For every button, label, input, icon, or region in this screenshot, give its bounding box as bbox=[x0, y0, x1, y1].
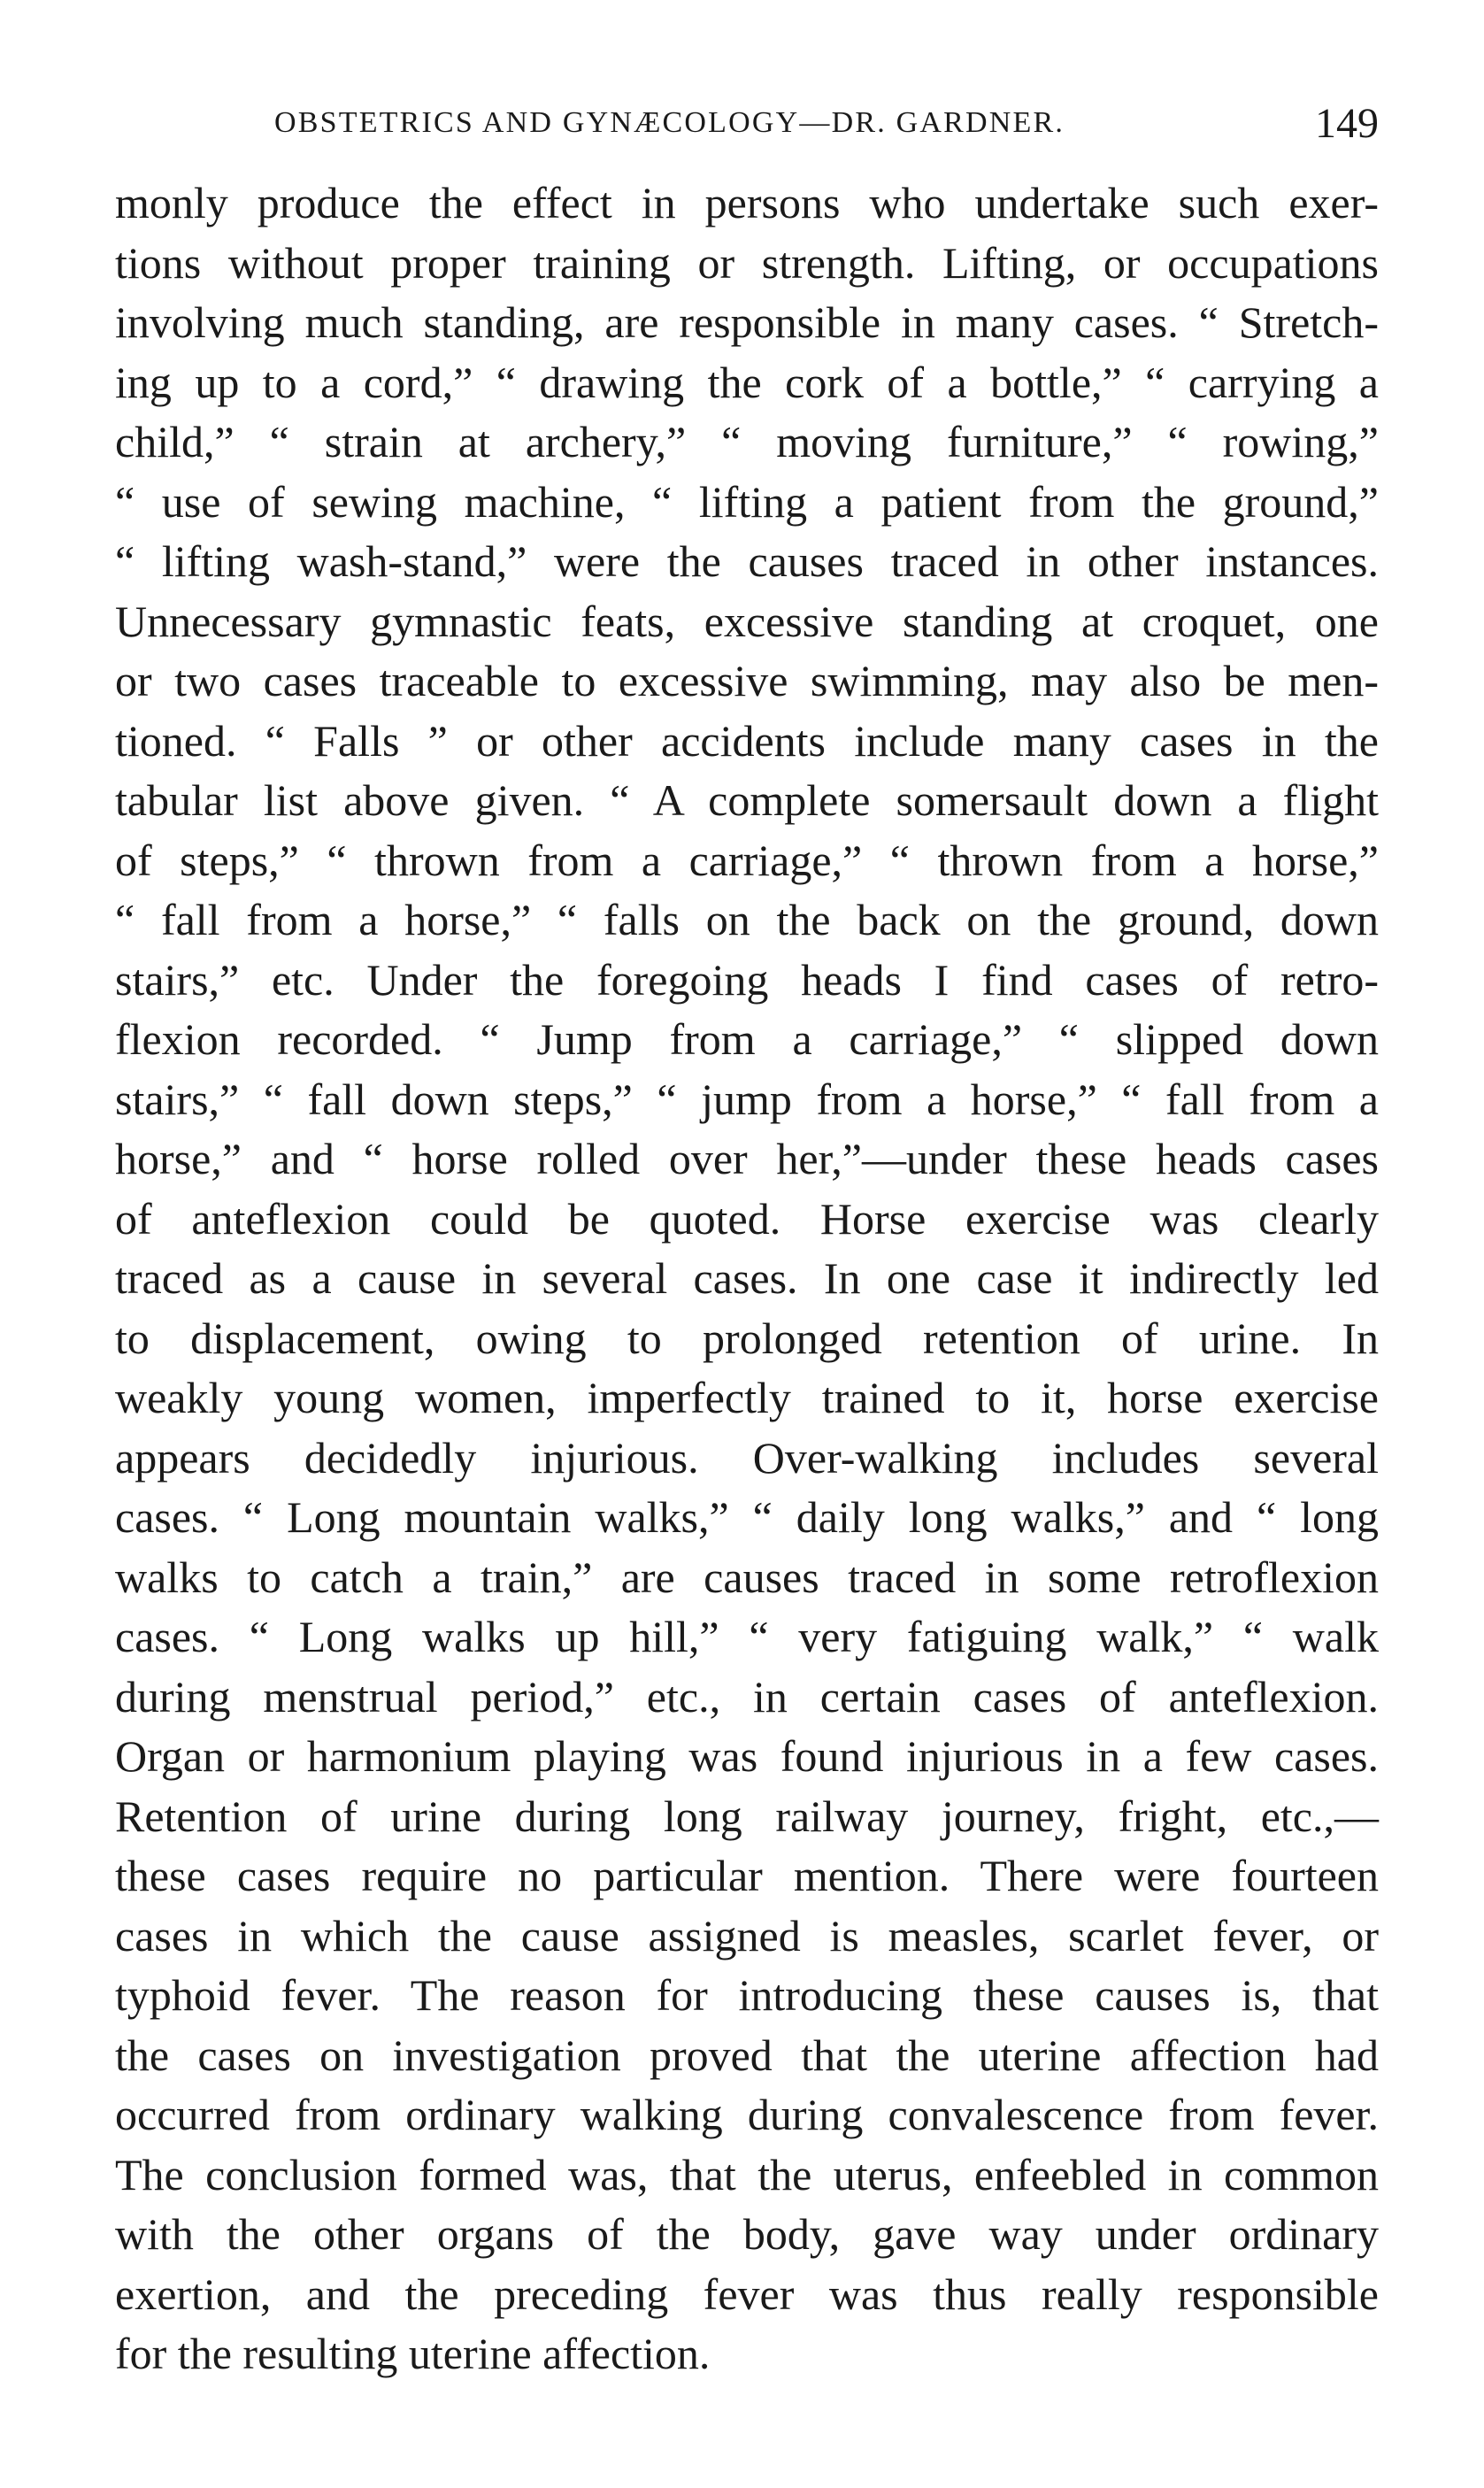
text-line: traced as a cause in several cases. In one case it indirectly led bbox=[115, 1253, 1379, 1303]
text-line: horse,” and “ horse rolled over her,”—under these heads cases bbox=[115, 1134, 1379, 1183]
running-title: OBSTETRICS AND GYNÆCOLOGY—DR. GARDNER. bbox=[274, 106, 1065, 139]
text-line: ing up to a cord,” “ drawing the cork of a bottle,” “ carrying a bbox=[115, 357, 1379, 407]
running-head bbox=[115, 99, 1379, 156]
text-line: walks to catch a train,” are causes traced in some retroflexion bbox=[115, 1552, 1379, 1602]
text-line: with the other organs of the body, gave way under ordinary bbox=[115, 2209, 1379, 2259]
text-line: of anteflexion could be quoted. Horse exercise was clearly bbox=[115, 1193, 1379, 1244]
text-line: Retention of urine during long railway journey, fright, etc.,— bbox=[115, 1791, 1379, 1841]
text-line: the cases on investigation proved that the uterine affection had bbox=[115, 2030, 1379, 2080]
text-line: stairs,” “ fall down steps,” “ jump from a horse,” “ fall from a bbox=[115, 1074, 1379, 1124]
text-line: during menstrual period,” etc., in certain cases of anteflexion. bbox=[115, 1671, 1379, 1722]
text-line: exertion, and the preceding fever was thus really responsible bbox=[115, 2268, 1379, 2319]
text-line: child,” “ strain at archery,” “ moving furniture,” “ rowing,” bbox=[115, 417, 1379, 466]
text-line: cases. “ Long mountain walks,” “ daily long walks,” and “ long bbox=[115, 1492, 1379, 1542]
text-line: or two cases traceable to excessive swimming, may also be men- bbox=[115, 656, 1379, 705]
text-line: cases. “ Long walks up hill,” “ very fatiguing walk,” “ walk bbox=[115, 1612, 1379, 1661]
text-line: “ fall from a horse,” “ falls on the back on the ground, down bbox=[115, 895, 1379, 944]
text-line: monly produce the effect in persons who undertake such exer- bbox=[115, 178, 1379, 227]
body-paragraph bbox=[115, 173, 1379, 2384]
text-line: Organ or harmonium playing was found injurious in a few cases. bbox=[115, 1731, 1379, 1781]
text-line: typhoid fever. The reason for introducing these causes is, that bbox=[115, 1970, 1379, 2020]
text-line: of steps,” “ thrown from a carriage,” “ thrown from a horse,” bbox=[115, 835, 1379, 885]
text-line: tions without proper training or strength. Lifting, or occupations bbox=[115, 237, 1379, 288]
text-line: tabular list above given. “ A complete somersault down a flight bbox=[115, 775, 1379, 825]
page-number: 149 bbox=[1315, 100, 1379, 147]
text-line-last: for the resulting uterine affection. bbox=[115, 2329, 711, 2378]
text-line: tioned. “ Falls ” or other accidents include many cases in the bbox=[115, 715, 1379, 766]
text-line: involving much standing, are responsible in many cases. “ Stretch- bbox=[115, 297, 1379, 347]
text-line: flexion recorded. “ Jump from a carriage,” “ slipped down bbox=[115, 1014, 1379, 1064]
text-line: weakly young women, imperfectly trained to it, horse exercise bbox=[115, 1373, 1379, 1422]
text-line: cases in which the cause assigned is measles, scarlet fever, or bbox=[115, 1910, 1379, 1960]
text-line: occurred from ordinary walking during convalescence from fever. bbox=[115, 2090, 1379, 2139]
text-line: stairs,” etc. Under the foregoing heads I find cases of retro- bbox=[115, 954, 1379, 1005]
text-line: to displacement, owing to prolonged retention of urine. In bbox=[115, 1313, 1379, 1363]
text-line: The conclusion formed was, that the uterus, enfeebled in common bbox=[115, 2149, 1379, 2199]
text-line: “ lifting wash-stand,” were the causes traced in other instances. bbox=[115, 536, 1379, 586]
text-line: Unnecessary gymnastic feats, excessive standing at croquet, one bbox=[115, 596, 1379, 646]
text-line: “ use of sewing machine, “ lifting a patient from the ground,” bbox=[115, 476, 1379, 527]
text-line: these cases require no particular mention. There were fourteen bbox=[115, 1851, 1379, 1900]
text-line: appears decidedly injurious. Over-walking includes several bbox=[115, 1432, 1379, 1483]
